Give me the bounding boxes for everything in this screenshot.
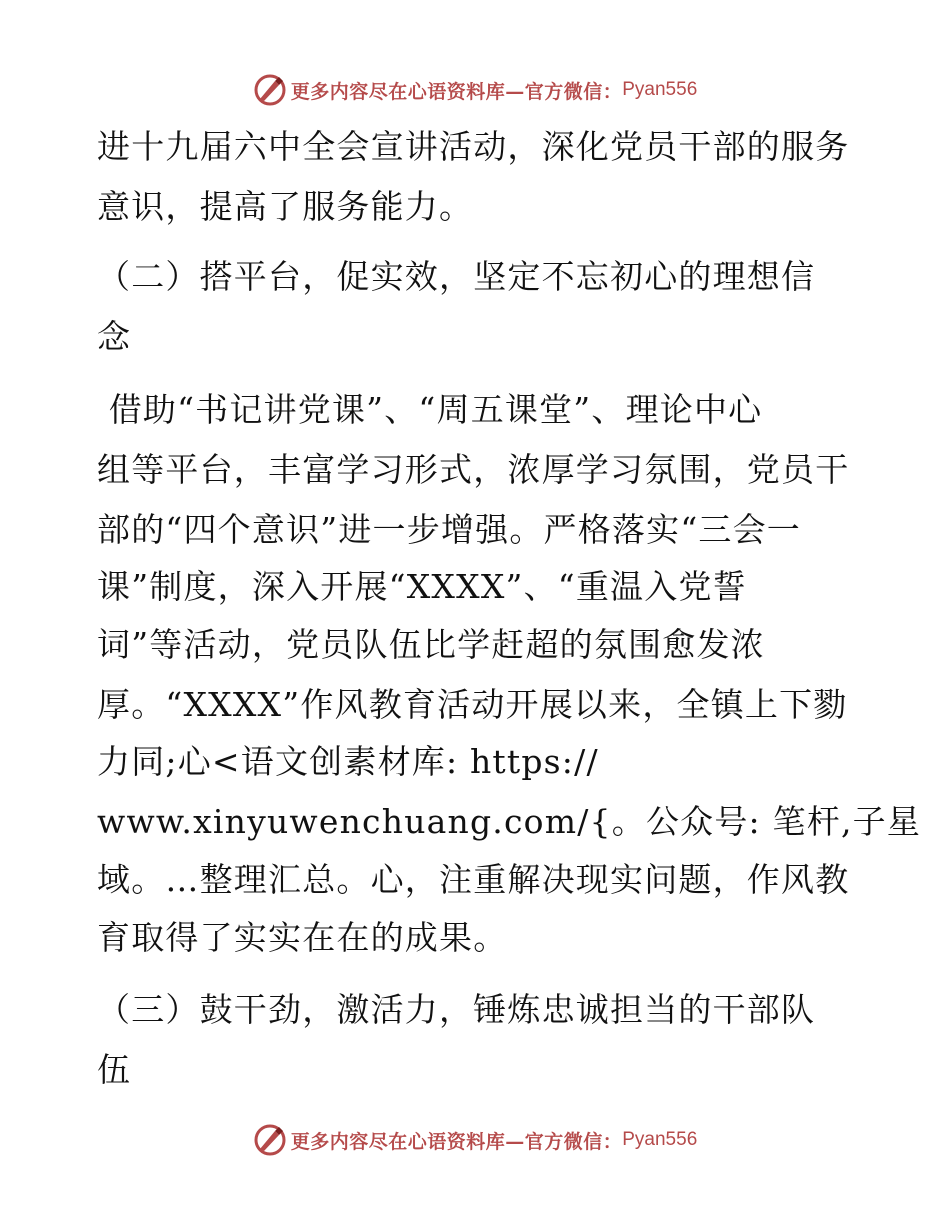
text-line: 组等平台，丰富学习形式，浓厚学习氛围，党员干: [97, 450, 850, 489]
section-heading: （二）搭平台，促实效，坚定不忘初心的理想信: [97, 257, 816, 296]
text-line: 域。…整理汇总。心，注重解决现实问题，作风教: [97, 860, 850, 899]
section-heading: （三）鼓干劲，激活力，锤炼忠诚担当的干部队: [97, 990, 816, 1029]
text-line: 力同;心<语文创素材库: https://: [97, 742, 599, 781]
text-line: 借助“书记讲党课”、“周五课堂”、理论中心: [97, 390, 763, 429]
text-line: 课”制度，深入开展“XXXX”、“重温入党誓: [97, 567, 747, 606]
text-line: 意识，提高了服务能力。: [97, 187, 474, 226]
banner-text: 更多内容尽在心语资料库—官方微信：: [290, 80, 623, 103]
pen-logo-icon: [253, 73, 287, 107]
section-heading-cont: 伍: [97, 1050, 132, 1089]
text-line: 词”等活动，党员队伍比学赶超的氛围愈发浓: [97, 625, 765, 664]
banner-text: 更多内容尽在心语资料库—官方微信：: [290, 1130, 623, 1153]
text-line: 进十九届六中全会宣讲活动，深化党员干部的服务: [97, 127, 850, 166]
header-banner: [0, 70, 950, 110]
text-line: 部的“四个意识”进一步增强。严格落实“三会一: [97, 510, 802, 549]
footer-banner: [0, 1120, 950, 1160]
text-line: 育取得了实实在在的成果。: [97, 918, 508, 957]
text-line: www.xinyuwenchuang.com/{。公众号: 笔杆,子星: [97, 802, 922, 841]
wechat-id: Pyan556: [622, 1129, 698, 1150]
wechat-id: Pyan556: [622, 79, 698, 100]
section-heading-cont: 念: [97, 317, 132, 356]
pen-logo-icon: [253, 1123, 287, 1157]
text-line: 厚。“XXXX”作风教育活动开展以来，全镇上下勠: [97, 685, 848, 724]
